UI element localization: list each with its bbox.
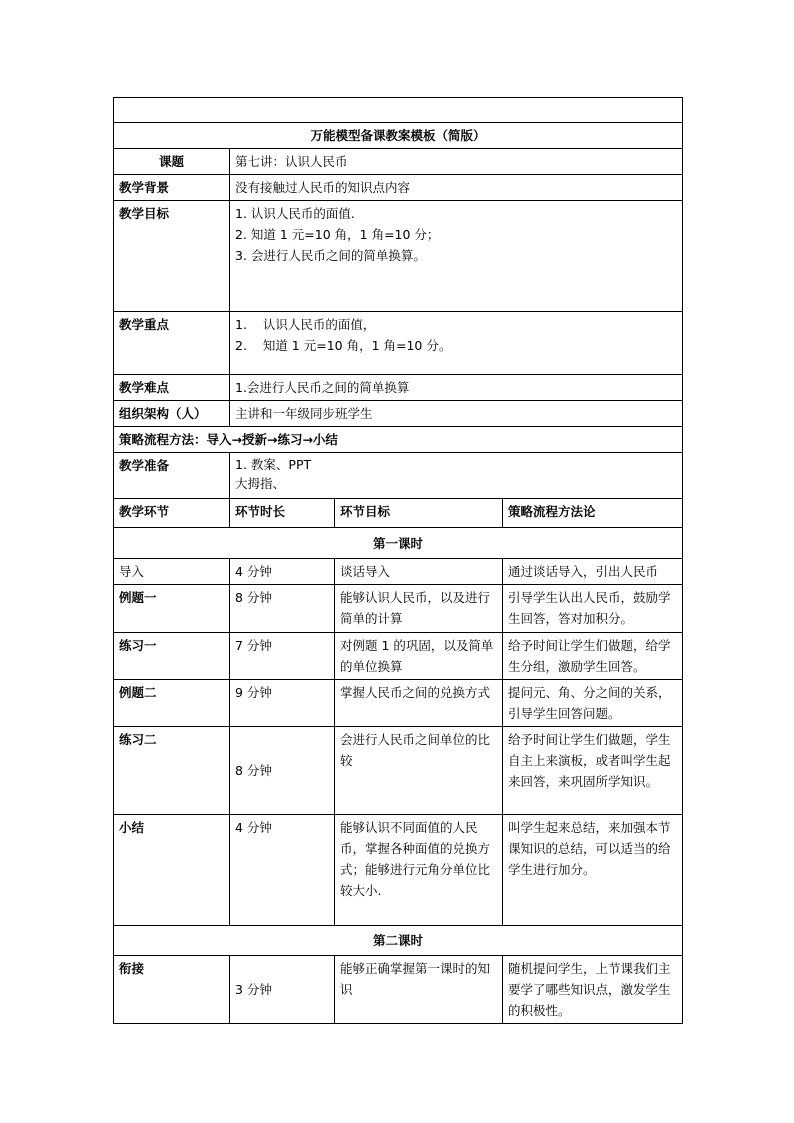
time-cell: 7 分钟 <box>230 633 335 680</box>
time-cell: 9 分钟 <box>230 680 335 727</box>
key-value <box>230 312 683 375</box>
title-row <box>114 123 683 149</box>
header-step: 教学环节 <box>114 499 230 528</box>
method-cell: 引导学生认出人民币，鼓励学生回答，答对加积分。 <box>503 585 683 633</box>
document-title: 万能模型备课教案模板（简版） <box>114 123 683 149</box>
lesson-plan-table <box>113 97 683 1024</box>
step-cell: 练习一 <box>114 633 230 680</box>
topic-value: 第七讲：认识人民币 <box>230 149 683 175</box>
prep-item: 大拇指、 <box>235 476 286 491</box>
background-value: 没有接触过人民币的知识点内容 <box>230 175 683 201</box>
time-cell: 4 分钟 <box>230 559 335 585</box>
method-cell: 通过谈话导入，引出人民币 <box>503 559 683 585</box>
difficulty-label: 教学难点 <box>114 375 230 401</box>
method-cell: 给予时间让学生们做题，学生自主上来演板，或者叫学生起来回答，来巩固所学知识。 <box>503 727 683 815</box>
background-label: 教学背景 <box>114 175 230 201</box>
section-row <box>114 528 683 559</box>
lesson-row <box>114 585 683 633</box>
strategy-line: 策略流程方法：导入→授新→练习→小结 <box>114 427 683 453</box>
prep-value <box>230 453 683 499</box>
step-cell: 小结 <box>114 815 230 926</box>
step-cell: 练习二 <box>114 727 230 815</box>
lesson-row <box>114 956 683 1024</box>
difficulty-value: 1.会进行人民币之间的简单换算 <box>230 375 683 401</box>
lesson-row <box>114 815 683 926</box>
key-row <box>114 312 683 375</box>
blank-top-row <box>114 98 683 123</box>
method-cell: 随机提问学生，上节课我们主要学了哪些知识点，激发学生的积极性。 <box>503 956 683 1024</box>
lesson-row <box>114 727 683 815</box>
goals-value <box>230 201 683 312</box>
prep-row <box>114 453 683 499</box>
lesson-row <box>114 680 683 727</box>
lesson-row <box>114 559 683 585</box>
goal-cell: 对例题 1 的巩固，以及简单的单位换算 <box>335 633 503 680</box>
method-cell: 提问元、角、分之间的关系，引导学生回答问题。 <box>503 680 683 727</box>
org-label: 组织架构（人） <box>114 401 230 427</box>
goals-row <box>114 201 683 312</box>
topic-label: 课题 <box>114 149 230 175</box>
prep-item: 1. 教案、PPT <box>235 457 312 472</box>
goal-item: 2. 知道 1 元=10 角，1 角=10 分； <box>235 227 440 242</box>
section-row <box>114 926 683 956</box>
difficulty-row <box>114 375 683 401</box>
goal-cell: 会进行人民币之间单位的比较 <box>335 727 503 815</box>
step-cell: 导入 <box>114 559 230 585</box>
background-row <box>114 175 683 201</box>
goal-cell: 能够认识不同面值的人民币，掌握各种面值的兑换方式；能够进行元角分单位比较大小. <box>335 815 503 926</box>
org-value: 主讲和一年级同步班学生 <box>230 401 683 427</box>
step-cell: 例题二 <box>114 680 230 727</box>
goal-cell: 掌握人民币之间的兑换方式 <box>335 680 503 727</box>
section-title: 第一课时 <box>114 528 683 559</box>
method-cell: 叫学生起来总结，来加强本节课知识的总结，可以适当的给学生进行加分。 <box>503 815 683 926</box>
key-item: 1. 认识人民币的面值， <box>235 317 376 332</box>
method-cell: 给予时间让学生们做题，给学生分组，激励学生回答。 <box>503 633 683 680</box>
time-cell: 4 分钟 <box>230 815 335 926</box>
time-cell: 3 分钟 <box>230 956 335 1024</box>
header-method: 策略流程方法论 <box>503 499 683 528</box>
org-row <box>114 401 683 427</box>
prep-label: 教学准备 <box>114 453 230 499</box>
goal-item: 3. 会进行人民币之间的简单换算。 <box>235 248 426 263</box>
key-label: 教学重点 <box>114 312 230 375</box>
lesson-row <box>114 633 683 680</box>
goal-cell: 能够认识人民币，以及进行简单的计算 <box>335 585 503 633</box>
goals-label: 教学目标 <box>114 201 230 312</box>
step-cell: 例题一 <box>114 585 230 633</box>
step-cell: 衔接 <box>114 956 230 1024</box>
goal-cell: 能够正确掌握第一课时的知识 <box>335 956 503 1024</box>
time-cell: 8 分钟 <box>230 727 335 815</box>
key-item: 2. 知道 1 元=10 角，1 角=10 分。 <box>235 338 452 353</box>
strategy-row <box>114 427 683 453</box>
topic-row <box>114 149 683 175</box>
column-header-row <box>114 499 683 528</box>
goal-item: 1. 认识人民币的面值. <box>235 206 355 221</box>
goal-cell: 谈话导入 <box>335 559 503 585</box>
time-cell: 8 分钟 <box>230 585 335 633</box>
section-title: 第二课时 <box>114 926 683 956</box>
header-goal: 环节目标 <box>335 499 503 528</box>
header-time: 环节时长 <box>230 499 335 528</box>
